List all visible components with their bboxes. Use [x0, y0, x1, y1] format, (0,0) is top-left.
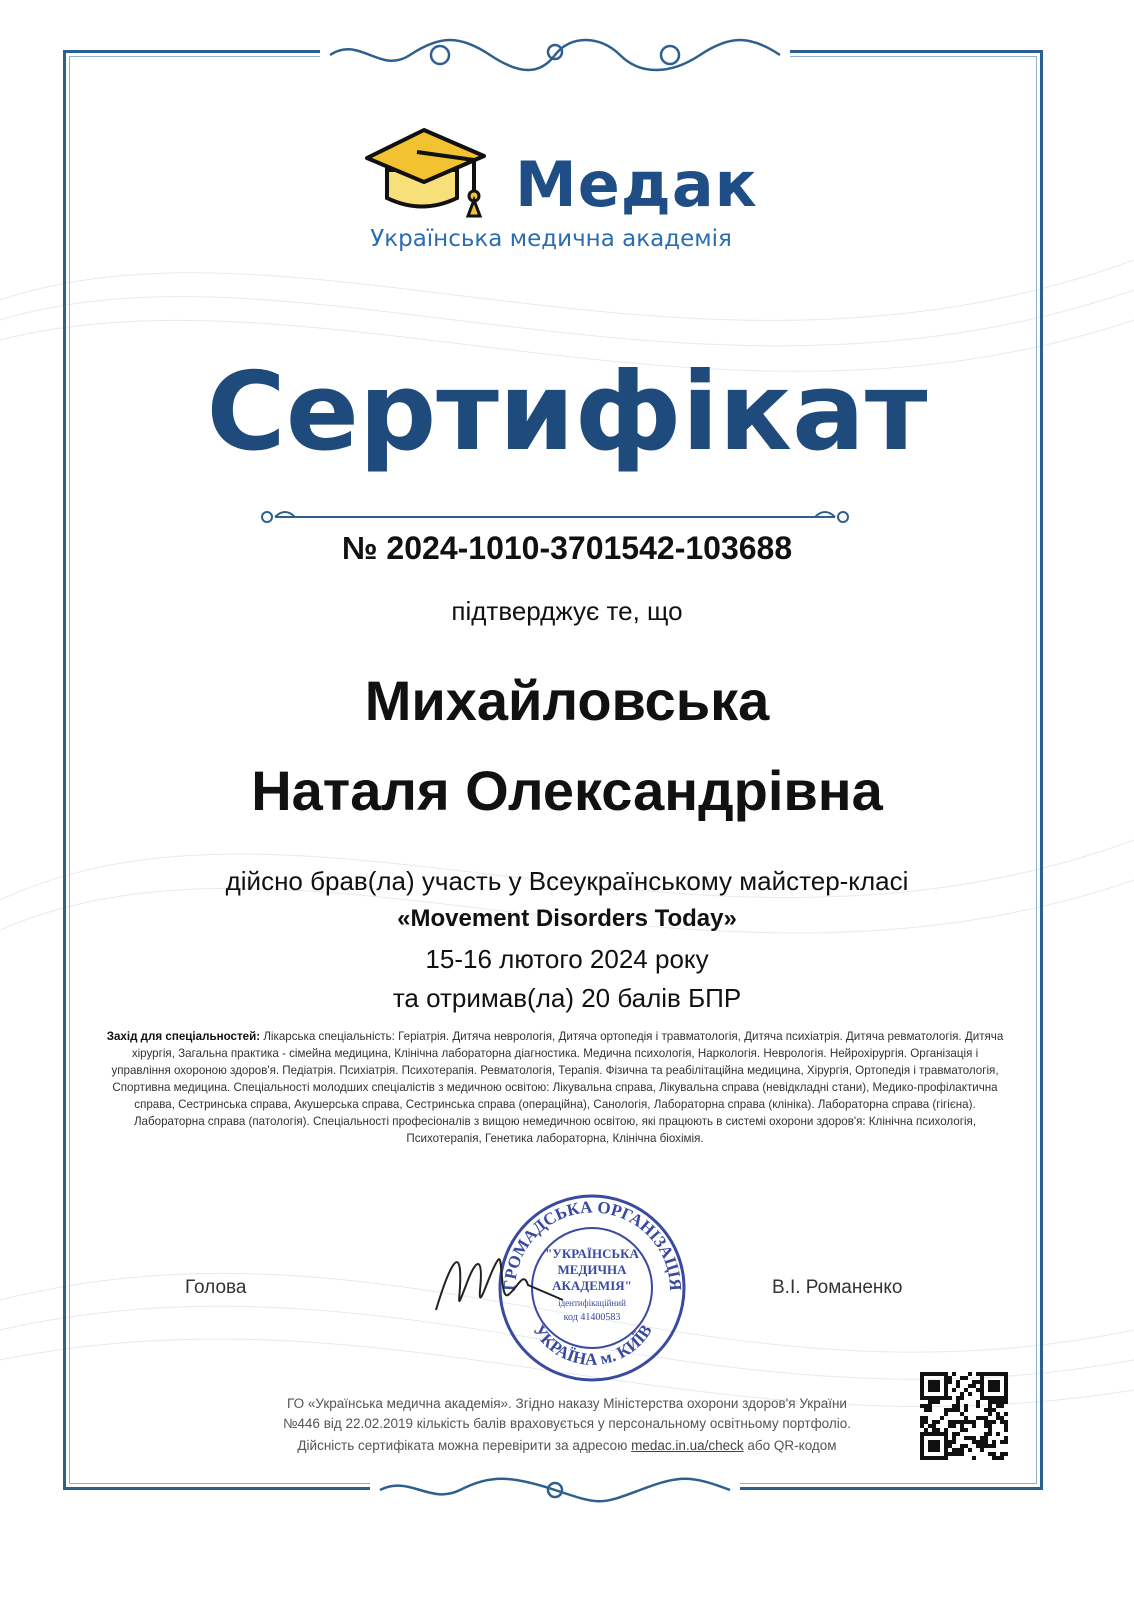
- event-name: «Movement Disorders Today»: [397, 905, 737, 932]
- confirms-text: підтверджує те, що: [451, 596, 683, 626]
- stamp-inner-2: МЕДИЧНА: [557, 1262, 627, 1277]
- footer-line-1: ГО «Українська медична академія». Згідно наказу Міністерства охорони здоров'я України: [287, 1396, 847, 1411]
- recipient-surname: Михайловська: [364, 669, 770, 732]
- stamp-inner-4: ідентифікаційний: [558, 1298, 626, 1308]
- brand-name: Медак: [515, 148, 758, 221]
- stamp-outer-bottom: УКРАЇНА м. КИЇВ: [529, 1321, 656, 1369]
- recipient-given-name: Наталя Олександрівна: [251, 759, 883, 822]
- specialties-label: Захід для спеціальностей:: [106, 1030, 261, 1043]
- event-date: 15-16 лютого 2024 року: [425, 944, 709, 974]
- specialties-paragraph: [105, 1028, 1005, 1147]
- footer-qr-text: або QR-кодом: [747, 1438, 837, 1453]
- specialties-text: Лікарська спеціальність: Геріатрія. Дитяча неврологія, Дитяча ортопедія і травматологія, Дитяча психіатрія. Дитяча ревматологія. Дитяча хірургія, Загальна практика - сімейна медицина, Клінічна лабораторна діагностика. Медична психологія, Наркологія. Неврологія. Нейрохірургія. Організація і управління охороною здоров'я. Педіатрія. Психіатрія. Психотерапія. Ревматологія, Терапія. Фізична та реабілітаційна медицина, Хірургія, Ортопедія і травматологія, Спортивна медицина. Спеціальності молодших спеціалістів з медичною освітою: Лікувальна справа, Лікувальна справа (невідкладні стани), Медико-профілактична справа, Сестринська справа, Акушерська справа, Сестринська справа (операційна), Санологія, Лабораторна справа (клініка). Лабораторна справа (гігієна). Лабораторна справа (патологія). Спеціальності професіоналів з вищою немедичною освітою, які працюють в системі охорони здоров'я: Клінічна психологія, Психотерапія, Генетика лабораторна, Клінічна біохімія.: [111, 1030, 1004, 1145]
- stamp-inner-3: АКАДЕМІЯ": [552, 1278, 632, 1293]
- certificate-title: Сертифікат: [206, 350, 928, 475]
- stamp-inner-1: "УКРАЇНСЬКА: [545, 1246, 639, 1261]
- verify-link[interactable]: medac.in.ua/check: [631, 1438, 744, 1453]
- stamp-inner-5: код 41400583: [563, 1312, 621, 1323]
- signatory-name: В.І. Романенко: [772, 1277, 903, 1298]
- brand-subtitle: Українська медична академія: [370, 226, 732, 252]
- stamp-outer-top: ГРОМАДСЬКА ОРГАНІЗАЦІЯ: [499, 1197, 686, 1292]
- signatory-role: Голова: [185, 1277, 247, 1298]
- footer-verify-text: Дійсність сертифіката можна перевірити за адресою: [297, 1438, 628, 1453]
- bottom-ornament: [370, 1470, 740, 1510]
- handwritten-signature: [428, 1240, 568, 1330]
- points-text: та отримав(ла) 20 балів БПР: [392, 983, 742, 1013]
- top-ornament: [320, 30, 790, 75]
- qr-code[interactable]: [920, 1372, 1008, 1460]
- divider-ornament: [255, 505, 855, 529]
- footer-line-2: №446 від 22.02.2019 кількість балів враховується у персональному освітньому портфоліо.: [282, 1416, 852, 1431]
- certificate-number: № 2024-1010-3701542-103688: [341, 530, 793, 566]
- participation-text: дійсно брав(ла) участь у Всеукраїнському майстер-класі: [225, 866, 909, 896]
- graduation-cap-icon: [362, 120, 492, 220]
